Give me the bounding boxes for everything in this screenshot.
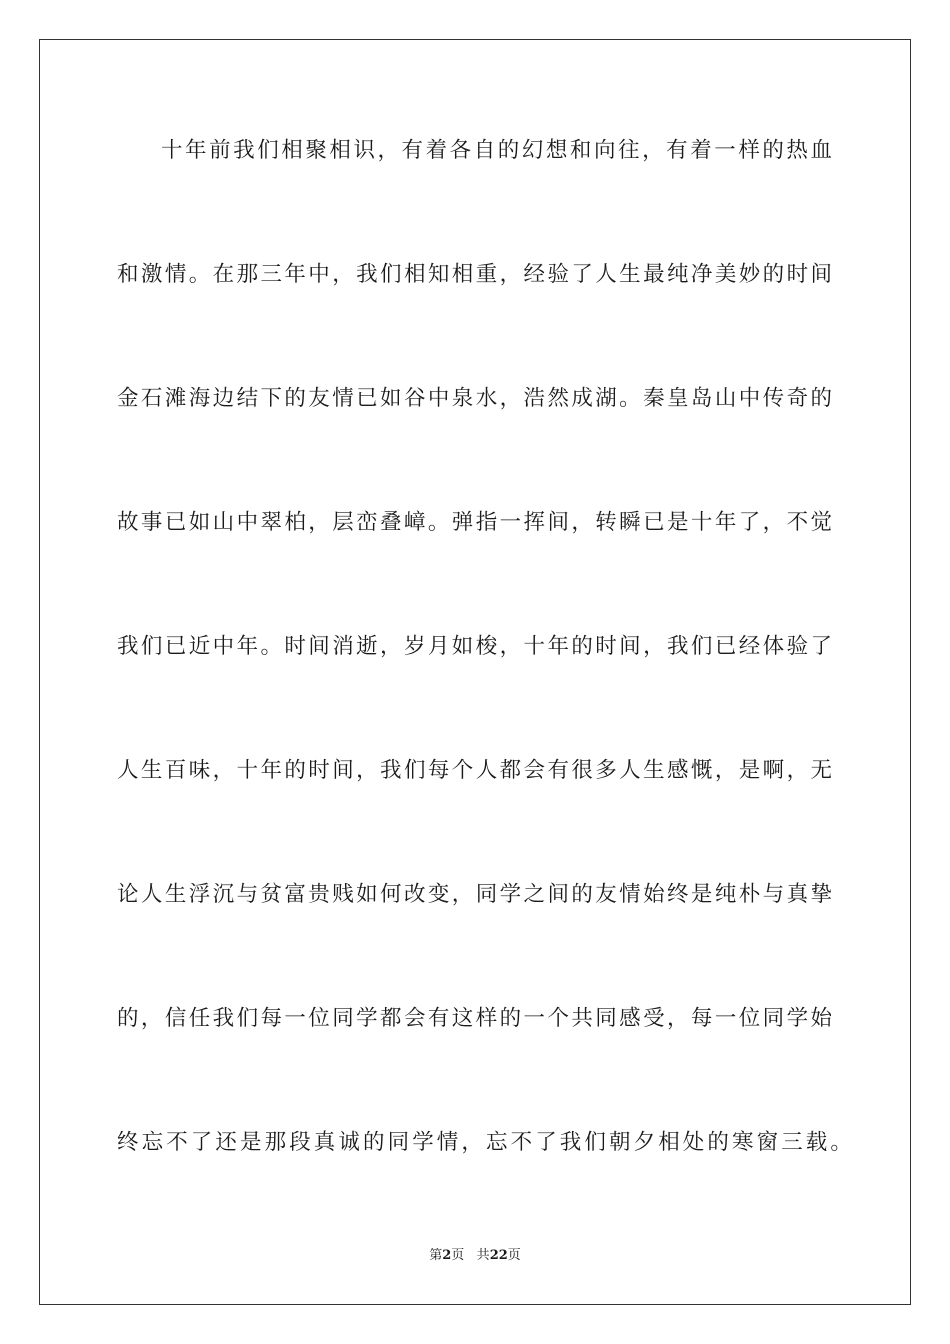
page-border (39, 39, 911, 1305)
text-line: 终忘不了还是那段真诚的同学情，忘不了我们朝夕相处的寒窗三载。 (117, 1130, 856, 1155)
total-suffix: 页 (507, 1248, 521, 1263)
text-line: 故事已如山中翠柏，层峦叠嶂。弹指一挥间，转瞬已是十年了，不觉 (117, 510, 832, 535)
total-pages: 22 (489, 1248, 508, 1263)
text-line: 人生百味，十年的时间，我们每个人都会有很多人生感慨，是啊，无 (117, 758, 832, 783)
page-footer (0, 1247, 950, 1265)
text-line: 和激情。在那三年中，我们相知相重，经验了人生最纯净美妙的时间 (117, 262, 832, 287)
text-line: 金石滩海边结下的友情已如谷中泉水，浩然成湖。秦皇岛山中传奇的 (117, 386, 832, 411)
text-line: 论人生浮沉与贫富贵贱如何改变，同学之间的友情始终是纯朴与真挚 (117, 882, 832, 907)
page-prefix: 第 (429, 1248, 443, 1263)
text-line: 的，信任我们每一位同学都会有这样的一个共同感受，每一位同学始 (117, 1006, 832, 1031)
text-line: 我们已近中年。时间消逝，岁月如梭，十年的时间，我们已经体验了 (117, 634, 832, 659)
page-number: 2 (442, 1248, 452, 1263)
page-suffix: 页 (451, 1248, 465, 1263)
text-line: 十年前我们相聚相识，有着各自的幻想和向往，有着一样的热血 (161, 138, 832, 163)
total-prefix: 共 (476, 1248, 490, 1263)
